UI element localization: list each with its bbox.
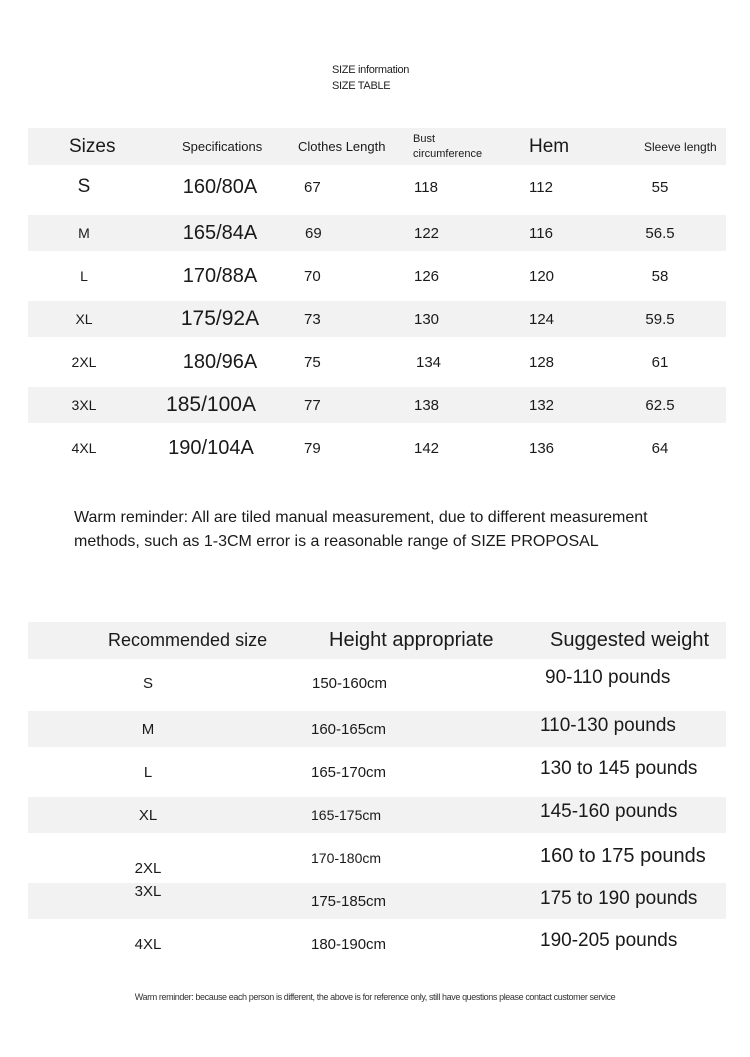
length-cell: 73 [304,310,321,328]
size-table [28,128,726,468]
rec-size-cell: M [141,720,155,738]
hem-cell: 136 [529,439,555,457]
spec-cell: 170/88A [182,264,258,287]
table-row [28,665,726,701]
table-row [28,258,726,294]
table-row [28,344,726,380]
bust-cell: 122 [414,224,440,242]
rec-weight-cell: 175 to 190 pounds [540,888,698,909]
size-cell: XL [75,311,93,327]
page-title [332,62,409,94]
rec-size-cell: XL [138,806,158,824]
bust-cell: 142 [414,439,440,457]
sleeve-cell: 55 [651,178,669,196]
sleeve-cell: 56.5 [645,224,675,242]
sleeve-cell: 62.5 [645,396,675,414]
rec-weight-cell: 130 to 145 pounds [540,758,698,779]
size-cell: S [77,176,91,197]
table-row [28,387,726,423]
header-sleeve-length: Sleeve length [644,139,717,154]
title-line-1: SIZE information [332,64,410,76]
rec-weight-cell: 90-110 pounds [545,667,671,688]
length-cell: 79 [304,439,321,457]
length-cell: 69 [305,224,322,242]
rec-height-cell: 180-190cm [311,935,387,953]
header-weight: Suggested weight [550,629,710,651]
bust-cell: 134 [416,353,442,371]
table-row [28,797,726,833]
rec-weight-cell: 110-130 pounds [540,715,676,736]
title-line-2: SIZE TABLE [332,80,391,92]
rec-height-cell: 160-165cm [311,720,387,738]
length-cell: 77 [304,396,321,414]
spec-cell: 180/96A [182,350,258,373]
rec-weight-cell: 145-160 pounds [540,801,678,822]
sleeve-cell: 59.5 [645,310,675,328]
rec-height-cell: 170-180cm [311,850,382,866]
rec-size-cell: 3XL [134,882,162,900]
rec-size-cell: L [143,763,153,781]
size-table-header [28,128,726,165]
footer-reminder: Warm reminder: because each person is different, the above is for reference only, still have questions please contact customer service [134,992,616,1002]
table-row [28,754,726,790]
size-cell: L [80,268,88,284]
rec-weight-cell: 160 to 175 pounds [540,844,706,867]
hem-cell: 116 [529,224,553,242]
table-row [28,711,726,747]
header-height: Height appropriate [329,629,494,651]
rec-size-cell: 2XL [134,859,162,877]
bust-cell: 130 [414,310,440,328]
sleeve-cell: 61 [651,353,669,371]
header-hem: Hem [529,135,570,157]
sleeve-cell: 58 [651,267,669,285]
table-row [28,883,726,919]
recommended-size-table [28,622,726,972]
header-clothes-length: Clothes Length [298,139,386,154]
length-cell: 67 [304,178,321,196]
rec-height-cell: 165-175cm [311,807,382,823]
rec-height-cell: 175-185cm [311,892,387,910]
table-row [28,430,726,466]
length-cell: 70 [304,267,321,285]
spec-cell: 165/84A [182,221,258,244]
size-cell: 3XL [71,397,97,413]
bust-cell: 126 [414,267,440,285]
table-row [28,840,726,876]
size-cell: 2XL [71,354,97,370]
rec-weight-cell: 190-205 pounds [540,930,678,951]
hem-cell: 128 [529,353,555,371]
bust-cell: 138 [414,396,440,414]
header-specifications: Specifications [182,139,263,154]
recommended-table-header [28,622,726,659]
bust-cell: 118 [414,178,438,196]
rec-size-cell: S [142,674,153,692]
table-row [28,301,726,337]
table-row [28,215,726,251]
size-cell: M [78,225,90,241]
hem-cell: 132 [529,396,555,414]
header-bust: Bust circumference [413,132,483,160]
spec-cell: 175/92A [180,307,260,330]
rec-size-cell: 4XL [134,935,162,953]
table-row [28,169,726,205]
header-recommended-size: Recommended size [108,630,268,650]
hem-cell: 112 [529,178,553,196]
rec-height-cell: 150-160cm [312,674,388,692]
hem-cell: 124 [529,310,555,328]
hem-cell: 120 [529,267,555,285]
spec-cell: 190/104A [168,436,254,459]
spec-cell: 160/80A [182,175,258,198]
header-sizes: Sizes [69,135,116,157]
rec-height-cell: 165-170cm [311,763,387,781]
measurement-reminder: Warm reminder: All are tiled manual measurement, due to different measurement methods, such as 1-3CM error is a reasonable range of SIZE PROPOSAL [74,509,648,550]
length-cell: 75 [304,353,321,371]
sleeve-cell: 64 [651,439,669,457]
table-row [28,926,726,962]
spec-cell: 185/100A [166,393,256,416]
size-cell: 4XL [71,440,97,456]
